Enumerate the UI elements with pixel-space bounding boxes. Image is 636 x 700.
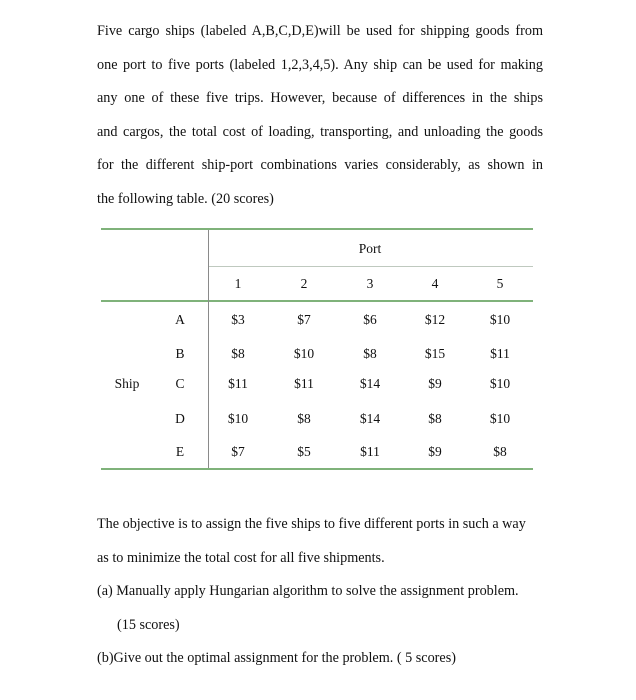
cost-cell: $10	[293, 346, 315, 361]
objective-line: as to minimize the total cost for all five shipments.	[97, 549, 385, 566]
cost-cell: $5	[297, 444, 311, 459]
cost-cell: $14	[359, 411, 381, 426]
column-divider	[208, 230, 209, 468]
cost-cell: $11	[360, 444, 380, 459]
part-a-question: (a) Manually apply Hungarian algorithm to solve the assignment problem.	[97, 583, 519, 600]
cost-cell: $14	[359, 376, 381, 391]
cost-cell: $9	[428, 444, 442, 459]
cost-cell: $8	[493, 444, 507, 459]
intro-line: for the different ship-port combinations varies considerably, as shown in	[97, 157, 543, 174]
cost-cell: $9	[428, 376, 442, 391]
intro-line: any one of these five trips. However, because of differences in the ships	[97, 90, 543, 107]
cost-cell: $8	[363, 346, 377, 361]
cost-cell: $8	[297, 411, 311, 426]
ship-label: C	[175, 376, 185, 391]
cost-cell: $8	[231, 346, 245, 361]
cost-cell: $10	[489, 411, 511, 426]
port-label: 2	[300, 276, 308, 291]
cost-cell: $7	[231, 444, 245, 459]
port-label: 4	[431, 276, 439, 291]
ship-label: B	[175, 346, 185, 361]
objective-section	[97, 508, 547, 676]
cost-cell: $11	[490, 346, 510, 361]
cost-cell: $8	[428, 411, 442, 426]
port-label: 1	[234, 276, 242, 291]
port-label: 3	[366, 276, 374, 291]
cost-cell: $11	[228, 376, 248, 391]
port-header-rule	[209, 266, 533, 267]
header-bottom-rule	[101, 300, 533, 302]
objective-line: The objective is to assign the five ships to five different ports in such a way	[97, 516, 526, 532]
cost-cell: $12	[424, 312, 446, 327]
table-bottom-rule	[101, 468, 533, 470]
cost-cell: $10	[227, 411, 249, 426]
ship-label: E	[175, 444, 185, 459]
cost-cell: $6	[363, 312, 377, 327]
cost-cell: $15	[424, 346, 446, 361]
intro-line: the following table. (20 scores)	[97, 190, 274, 207]
intro-line: and cargos, the total cost of loading, transporting, and unloading the goods	[97, 123, 543, 140]
table-top-rule	[101, 228, 533, 230]
intro-line: one port to five ports (labeled 1,2,3,4,5). Any ship can be used for making	[97, 56, 543, 73]
port-label: 5	[496, 276, 504, 291]
port-header: Port	[358, 241, 382, 256]
ship-label: D	[175, 411, 185, 426]
cost-cell: $10	[489, 312, 511, 327]
part-b-question: (b)Give out the optimal assignment for the problem. ( 5 scores)	[97, 650, 456, 667]
part-a-score: (15 scores)	[117, 616, 180, 633]
problem-intro	[97, 20, 543, 222]
ship-header: Ship	[114, 376, 140, 391]
intro-line: Five cargo ships (labeled A,B,C,D,E)will be used for shipping goods from	[97, 23, 543, 39]
cost-cell: $7	[297, 312, 311, 327]
ship-label: A	[175, 312, 185, 327]
cost-cell: $11	[294, 376, 314, 391]
cost-table	[101, 228, 533, 470]
cost-cell: $10	[489, 376, 511, 391]
cost-cell: $3	[231, 312, 245, 327]
